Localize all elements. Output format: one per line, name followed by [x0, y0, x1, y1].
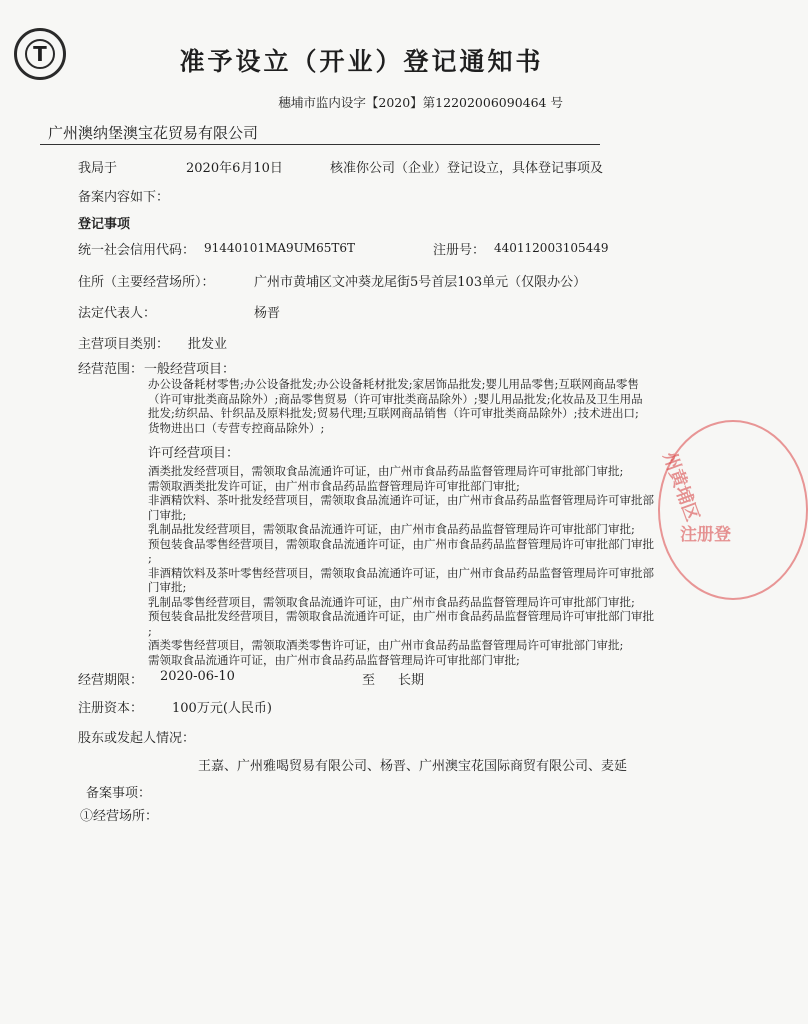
shareholders-value: 王嘉、广州雅喝贸易有限公司、杨晋、广州澳宝花国际商贸有限公司、麦延 [198, 759, 628, 774]
document-number: 穗埔市监内设字【2020】第12202006090464 号 [278, 95, 563, 110]
shareholders-label: 股东或发起人情况： [78, 731, 196, 746]
address-label: 住所（主要经营场所）： [78, 275, 215, 290]
scope-license-line: 酒类零售经营项目，需领取酒类零售许可证，由广州市食品药品监督管理局许可审批部门审批; [148, 638, 624, 652]
filing-item-1: ①经营场所： [80, 809, 159, 824]
scope-general-line: 货物进出口（专营专控商品除外）; [148, 420, 325, 435]
scope-license-line: 预包装食品零售经营项目，需领取食品流通许可证，由广州市食品药品监督管理局许可审批部门审批 [148, 536, 654, 551]
scope-license-line: 门审批; [148, 507, 187, 522]
seal-text-2: 注册登 [680, 525, 731, 545]
main-category-value: 批发业 [188, 337, 228, 352]
seal-text-1: 州黄埔区 [658, 449, 703, 525]
term-label: 经营期限： [78, 673, 144, 688]
scope-license-line: 需领取酒类批发许可证，由广州市食品药品监督管理局许可审批部门审批; [148, 478, 520, 493]
reg-no-label: 注册号： [433, 243, 486, 258]
company-name: 广州澳纳堡澳宝花贸易有限公司 [48, 124, 259, 142]
term-start: 2020-06-10 [160, 669, 235, 684]
scope-license-line: ; [148, 623, 152, 638]
legal-rep-value: 杨晋 [254, 306, 281, 321]
logo-glyph: T [25, 39, 55, 69]
scope-general-label: 一般经营项目： [144, 362, 236, 377]
capital-value: 100万元(人民币) [172, 701, 272, 716]
intro-suffix: 核准你公司（企业）登记设立，具体登记事项及 [330, 161, 604, 176]
intro-prefix: 我局于 [78, 161, 118, 176]
credit-code-value: 91440101MA9UM65T6T [204, 241, 355, 255]
main-category-label: 主营项目类别： [78, 337, 170, 352]
official-seal [658, 420, 808, 600]
scope-general-line: 批发;纺织品、针织品及原料批发;贸易代理;互联网商品销售（许可审批类商品除外）;技术进出口; [148, 406, 639, 420]
filing-label: 备案事项： [86, 786, 152, 801]
credit-code-label: 统一社会信用代码： [78, 243, 196, 258]
intro-date: 2020年6月10日 [186, 161, 283, 176]
scope-license-label: 许可经营项目： [148, 446, 240, 461]
intro-line2: 备案内容如下： [78, 190, 170, 205]
scope-general-list [148, 377, 678, 435]
document-title: 准予设立（开业）登记通知书 [179, 47, 544, 76]
capital-label: 注册资本： [78, 701, 144, 716]
scope-license-line: 需领取食品流通许可证，由广州市食品药品监督管理局许可审批部门审批; [148, 652, 520, 667]
section-registration-heading: 登记事项 [78, 217, 131, 232]
scope-general-line: （许可审批类商品除外）;商品零售贸易（许可审批类商品除外）;婴儿用品批发;化妆品及卫生用品 [148, 391, 643, 406]
term-to: 至 [362, 673, 376, 688]
scope-license-list [148, 464, 683, 667]
scope-license-line: 非酒精饮料、茶叶批发经营项目，需领取食品流通许可证，由广州市食品药品监督管理局许可审批部 [148, 493, 654, 507]
scope-license-line: ; [148, 551, 152, 565]
address-value: 广州市黄埔区文冲葵龙尾街5号首层103单元（仅限办公） [254, 275, 587, 290]
scope-license-line: 门审批; [148, 580, 187, 594]
scope-general-line: 办公设备耗材零售;办公设备批发;办公设备耗材批发;家居饰品批发;婴儿用品零售;互联网商品零售 [148, 377, 639, 391]
scope-license-line: 酒类批发经营项目，需领取食品流通许可证，由广州市食品药品监督管理局许可审批部门审批; [148, 464, 624, 478]
company-underline [40, 144, 600, 145]
scope-license-line: 预包装食品批发经营项目，需领取食品流通许可证，由广州市食品药品监督管理局许可审批部门审批 [148, 609, 654, 623]
scope-license-line: 乳制品零售经营项目，需领取食品流通许可证，由广州市食品药品监督管理局许可审批部门审批; [148, 594, 635, 609]
legal-rep-label: 法定代表人： [78, 306, 157, 321]
reg-no-value: 440112003105449 [494, 241, 609, 255]
scope-license-line: 乳制品批发经营项目，需领取食品流通许可证，由广州市食品药品监督管理局许可审批部门审批; [148, 522, 635, 536]
scope-label: 经营范围： [78, 362, 144, 377]
scope-license-line: 非酒精饮料及茶叶零售经营项目，需领取食品流通许可证，由广州市食品药品监督管理局许可审批部 [148, 565, 654, 580]
term-end: 长期 [398, 673, 425, 688]
